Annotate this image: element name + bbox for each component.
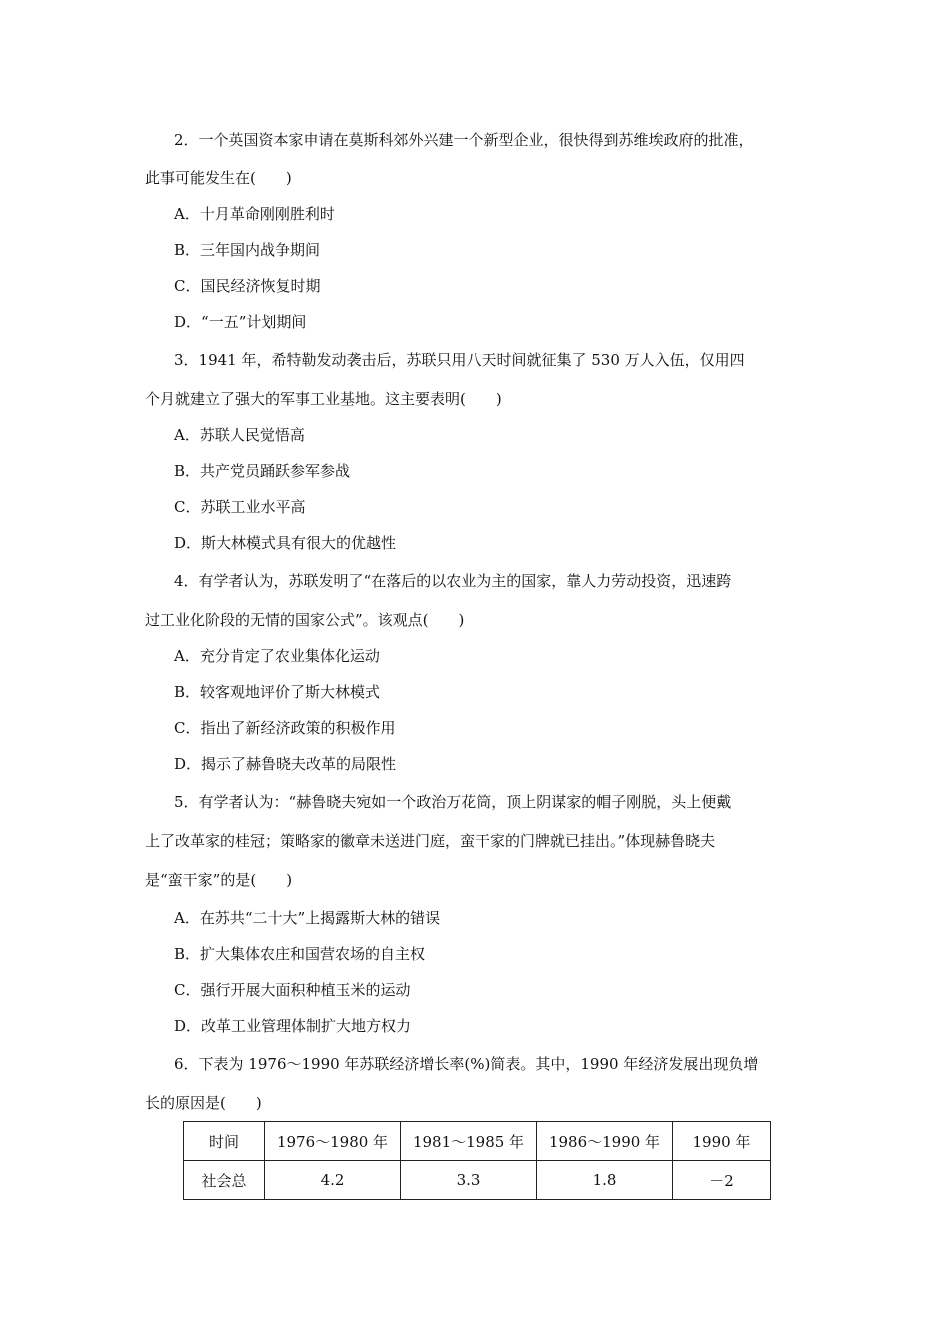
question-3-option-c: C．苏联工业水平高 — [174, 498, 306, 516]
question-5-option-d: D．改革工业管理体制扩大地方权力 — [174, 1017, 412, 1035]
question-4-stem-line-1: 4．有学者认为，苏联发明了“在落后的以农业为主的国家，靠人力劳动投资，迅速跨 — [174, 572, 732, 590]
question-4-stem-line-2: 过工业化阶段的无情的国家公式”。该观点( ) — [145, 611, 465, 629]
question-5-stem-line-1: 5．有学者认为：“赫鲁晓夫宛如一个政治万花筒，顶上阴谋家的帽子刚脱，头上便戴 — [174, 793, 732, 811]
question-2-stem-line-1: 2．一个英国资本家申请在莫斯科郊外兴建一个新型企业，很快得到苏维埃政府的批准， — [174, 131, 754, 149]
question-3-option-b: B．共产党员踊跃参军参战 — [174, 462, 351, 480]
question-4-option-d: D．揭示了赫鲁晓夫改革的局限性 — [174, 755, 397, 773]
question-2-option-d: D．“一五”计划期间 — [174, 313, 307, 331]
table-cell: 1.8 — [537, 1161, 673, 1200]
question-4-option-b: B．较客观地评价了斯大林模式 — [174, 683, 381, 701]
question-3-stem-line-1: 3．1941 年，希特勒发动袭击后，苏联只用八天时间就征集了 530 万人入伍，仅用四 — [174, 351, 745, 369]
table-cell: 4.2 — [265, 1161, 401, 1200]
question-3-option-d: D．斯大林模式具有很大的优越性 — [174, 534, 397, 552]
question-6-stem-line-2: 长的原因是( ) — [145, 1094, 262, 1112]
question-6-stem-line-1: 6．下表为 1976～1990 年苏联经济增长率(%)简表。其中，1990 年经济发展出现负增 — [174, 1055, 759, 1073]
table-header-cell: 1986～1990 年 — [537, 1122, 673, 1161]
question-2-option-a: A．十月革命刚刚胜利时 — [174, 205, 335, 223]
table-header-cell: 1990 年 — [673, 1122, 771, 1161]
growth-rate-table — [183, 1121, 771, 1200]
question-2-option-c: C．国民经济恢复时期 — [174, 277, 321, 295]
table-row — [184, 1161, 771, 1200]
question-5-stem-line-3: 是“蛮干家”的是( ) — [145, 871, 293, 889]
question-3-option-a: A．苏联人民觉悟高 — [174, 426, 305, 444]
question-4-option-a: A．充分肯定了农业集体化运动 — [174, 647, 380, 665]
question-2-stem-line-2: 此事可能发生在( ) — [145, 169, 292, 187]
question-3-stem-line-2: 个月就建立了强大的军事工业基地。这主要表明( ) — [145, 390, 502, 408]
table-cell: 3.3 — [401, 1161, 537, 1200]
question-5-stem-line-2: 上了改革家的桂冠；策略家的徽章未送进门庭，蛮干家的门牌就已挂出。”体现赫鲁晓夫 — [145, 832, 716, 850]
question-2-option-b: B．三年国内战争期间 — [174, 241, 321, 259]
question-5-option-b: B．扩大集体农庄和国营农场的自主权 — [174, 945, 426, 963]
table-header-row — [184, 1122, 771, 1161]
question-5-option-a: A．在苏共“二十大”上揭露斯大林的错误 — [174, 909, 441, 927]
table-header-cell: 1981～1985 年 — [401, 1122, 537, 1161]
table-cell: －2 — [673, 1161, 771, 1200]
table-cell: 社会总 — [184, 1161, 265, 1200]
table-header-cell: 时间 — [184, 1122, 265, 1161]
question-4-option-c: C．指出了新经济政策的积极作用 — [174, 719, 396, 737]
table-header-cell: 1976～1980 年 — [265, 1122, 401, 1161]
question-5-option-c: C．强行开展大面积种植玉米的运动 — [174, 981, 411, 999]
